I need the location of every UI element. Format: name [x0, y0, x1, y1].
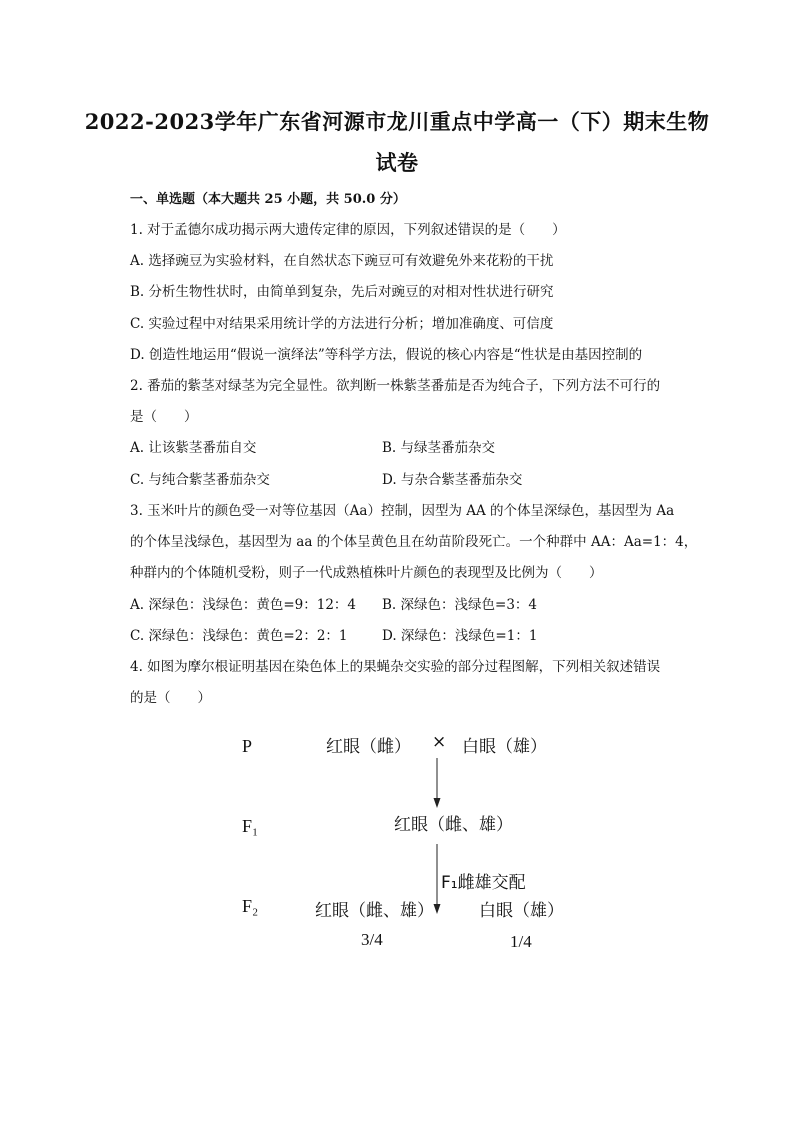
- p-female-red-eye: 红眼（雌）: [326, 737, 411, 757]
- q1-option-d: D. 创造性地运用“假说一演绎法”等科学方法，假说的核心内容是“性状是由基因控制的: [130, 347, 643, 363]
- q2-option-a: A. 让该紫茎番茄自交: [130, 440, 257, 456]
- q2-option-d: D. 与杂合紫茎番茄杂交: [382, 472, 523, 488]
- q2-stem-line-1: 2. 番茄的紫茎对绿茎为完全显性。欲判断一株紫茎番茄是否为纯合子，下列方法不可行的: [130, 378, 661, 394]
- q2-option-b: B. 与绿茎番茄杂交: [382, 440, 496, 456]
- page-title-line-1: 2022-2023学年广东省河源市龙川重点中学高一（下）期末生物: [84, 109, 710, 134]
- f1-red-eye: 红眼（雌、雄）: [394, 815, 513, 835]
- cross-arrows: [0, 720, 794, 960]
- q1-stem: 1. 对于孟德尔成功揭示两大遗传定律的原因，下列叙述错误的是（ ）: [130, 222, 566, 238]
- q3-option-b: B. 深绿色：浅绿色=3：4: [382, 597, 537, 613]
- f2-red-eye: 红眼（雌、雄）: [315, 901, 434, 921]
- ratio-red: 3/4: [361, 930, 383, 949]
- q3-option-a: A. 深绿色：浅绿色：黄色=9：12：4: [130, 597, 356, 613]
- gen-label-p: P: [242, 736, 253, 756]
- q2-option-c: C. 与纯合紫茎番茄杂交: [130, 472, 270, 488]
- q3-stem-line-2: 的个体呈浅绿色，基因型为 aa 的个体呈黄色且在幼苗阶段死亡。一个种群中 AA：Aa=1：4，: [130, 534, 698, 550]
- q3-option-c: C. 深绿色：浅绿色：黄色=2：2：1: [130, 628, 348, 644]
- arrowhead-f1-to-f2: [434, 904, 441, 914]
- q3-option-d: D. 深绿色：浅绿色=1：1: [382, 628, 538, 644]
- q1-option-c: C. 实验过程中对结果采用统计学的方法进行分析；增加准确度、可信度: [130, 316, 554, 332]
- f1-mating-label: F₁雌雄交配: [441, 873, 526, 893]
- p-male-white-eye: 白眼（雄）: [462, 737, 547, 757]
- q1-option-a: A. 选择豌豆为实验材料，在自然状态下豌豆可有效避免外来花粉的干扰: [130, 253, 554, 269]
- q4-stem-line-1: 4. 如图为摩尔根证明基因在染色体上的果蝇杂交实验的部分过程图解，下列相关叙述错误: [130, 659, 661, 675]
- section-heading: 一、单选题（本大题共 25 小题，共 50.0 分）: [130, 192, 406, 207]
- f2-white-eye: 白眼（雄）: [479, 901, 564, 921]
- gen-label-f1: F₁: [242, 816, 259, 836]
- q3-stem-line-3: 种群内的个体随机受粉，则子一代成熟植株叶片颜色的表现型及比例为（ ）: [130, 565, 603, 581]
- q4-stem-line-2: 的是（ ）: [130, 690, 211, 706]
- cross-symbol: ×: [432, 732, 447, 752]
- page-title-line-2: 试卷: [375, 150, 419, 175]
- gen-label-f2: F₂: [242, 896, 259, 916]
- arrowhead-p-to-f1: [434, 798, 441, 808]
- ratio-white: 1/4: [510, 932, 532, 951]
- cross-diagram: [0, 720, 794, 960]
- q3-stem-line-1: 3. 玉米叶片的颜色受一对等位基因（Aa）控制，因型为 AA 的个体呈深绿色，基因型为 Aa: [130, 503, 675, 519]
- q1-option-b: B. 分析生物性状时，由简单到复杂，先后对豌豆的对相对性状进行研究: [130, 284, 554, 300]
- q2-stem-line-2: 是（ ）: [130, 409, 198, 425]
